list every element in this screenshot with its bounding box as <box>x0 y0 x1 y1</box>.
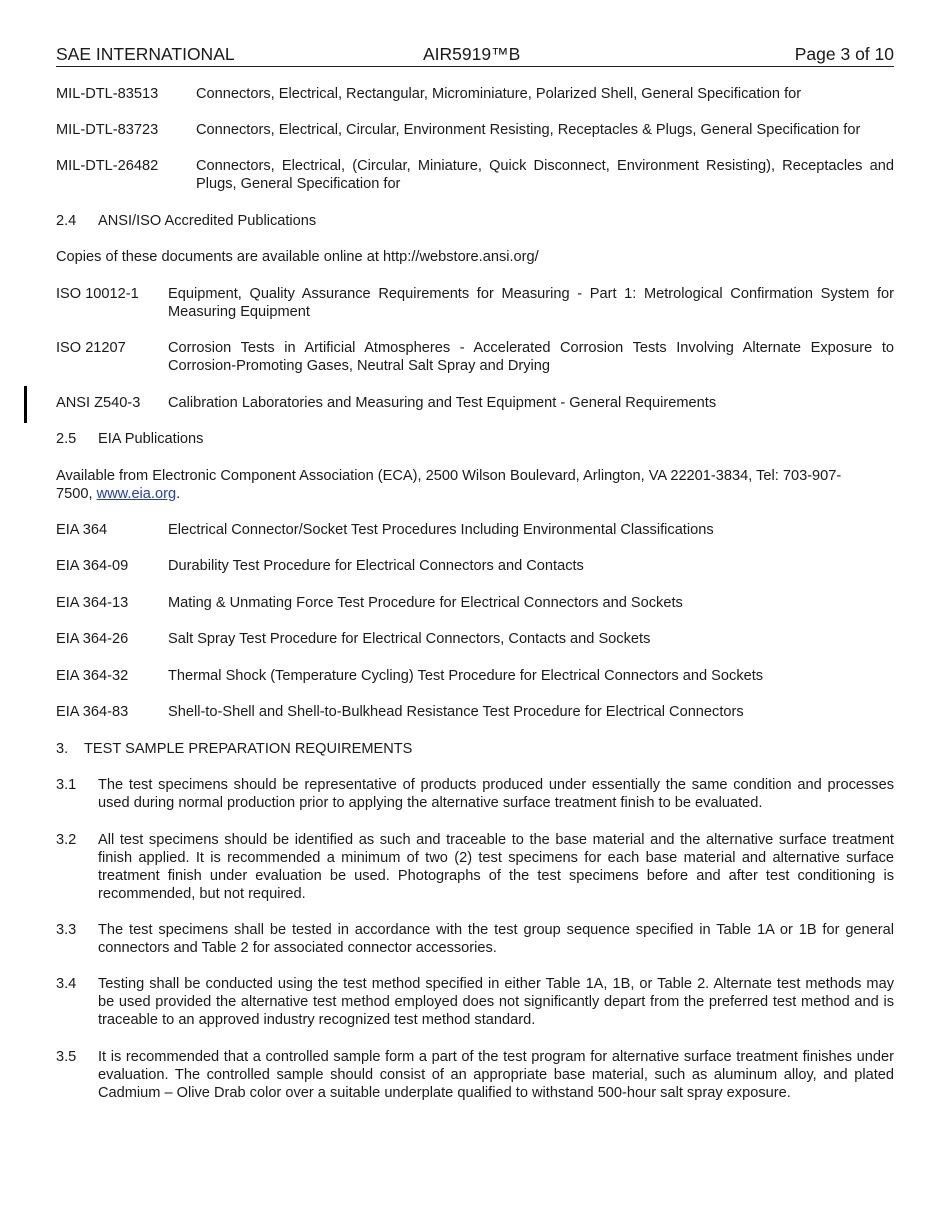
numbered-paragraph <box>56 831 894 903</box>
reference-title: Corrosion Tests in Artificial Atmospheres - Accelerated Corrosion Tests Involving Alternate Exposure to Corrosion-Promoting Gases, Neutral Salt Spray and Drying <box>168 340 894 374</box>
numbered-paragraph <box>56 776 894 812</box>
reference-row <box>56 630 894 648</box>
numbered-paragraph <box>56 921 894 957</box>
paragraph-text: Testing shall be conducted using the test method specified in either Table 1A, 1B, or Table 2. Alternate test methods may be used provided the alternative test method employed does not significantly depart from the preferred test method and is traceable to an approved industry recognized test method standard. <box>98 976 894 1028</box>
reference-code: EIA 364-09 <box>56 558 129 574</box>
section-intro <box>56 467 894 503</box>
reference-code: MIL-DTL-83513 <box>56 86 159 102</box>
reference-row <box>56 667 894 685</box>
reference-title: Connectors, Electrical, Rectangular, Microminiature, Polarized Shell, General Specification for <box>196 86 802 102</box>
intro-period: . <box>176 486 181 502</box>
reference-row <box>56 157 894 193</box>
section-number: 3. <box>56 741 69 757</box>
reference-title: Mating & Unmating Force Test Procedure for Electrical Connectors and Sockets <box>168 595 683 611</box>
reference-code: EIA 364-83 <box>56 704 129 720</box>
reference-code: EIA 364-13 <box>56 595 129 611</box>
section-title: ANSI/ISO Accredited Publications <box>98 213 317 229</box>
reference-row <box>56 703 894 721</box>
paragraph-number: 3.1 <box>56 777 77 793</box>
reference-title: Durability Test Procedure for Electrical Connectors and Contacts <box>168 558 584 574</box>
reference-row <box>56 85 894 103</box>
reference-code: ANSI Z540-3 <box>56 395 141 411</box>
reference-title: Connectors, Electrical, Circular, Environment Resisting, Receptacles & Plugs, General Specification for <box>196 122 861 138</box>
reference-row <box>56 121 894 139</box>
reference-row <box>56 521 894 539</box>
revision-change-bar <box>24 386 27 423</box>
reference-title: Thermal Shock (Temperature Cycling) Test Procedure for Electrical Connectors and Sockets <box>168 668 764 684</box>
reference-row <box>56 339 894 375</box>
paragraph-text: All test specimens should be identified as such and traceable to the base material and the alternative surface treatment finish applied. It is recommended a minimum of two (2) test specimens for each base material and alternative surface treatment finish under evaluation be used. Photographs of the test specimens before and after test conditioning is recommended, but not required. <box>98 832 894 902</box>
section-intro: Copies of these documents are available online at http://webstore.ansi.org/ <box>56 249 539 265</box>
reference-title: Connectors, Electrical, (Circular, Miniature, Quick Disconnect, Environment Resisting), Receptacles and Plugs, General Specification for <box>196 158 894 192</box>
reference-code: EIA 364-26 <box>56 631 129 647</box>
reference-code: ISO 21207 <box>56 340 126 356</box>
numbered-paragraph <box>56 975 894 1029</box>
header-document-number: AIR5919™B <box>423 44 521 64</box>
reference-title: Shell-to-Shell and Shell-to-Bulkhead Resistance Test Procedure for Electrical Connectors <box>168 704 744 720</box>
reference-row <box>56 285 894 321</box>
reference-code: ISO 10012-1 <box>56 286 139 302</box>
reference-code: MIL-DTL-26482 <box>56 158 159 174</box>
reference-row <box>56 594 894 612</box>
paragraph-number: 3.5 <box>56 1049 77 1065</box>
paragraph-number: 3.4 <box>56 976 77 992</box>
paragraph-text: The test specimens should be representative of products produced under essentially the same condition and processes used during normal production prior to applying the alternative surface treatment finish to be evaluated. <box>98 777 894 811</box>
reference-title: Equipment, Quality Assurance Requirements for Measuring - Part 1: Metrological Confirmation System for Measuring Equipment <box>168 286 894 320</box>
section-heading <box>56 740 894 758</box>
eia-website-link[interactable]: www.eia.org <box>96 486 177 502</box>
section-heading <box>56 212 894 230</box>
reference-row <box>56 557 894 575</box>
reference-code: MIL-DTL-83723 <box>56 122 159 138</box>
section-heading <box>56 430 894 448</box>
section-number: 2.4 <box>56 213 77 229</box>
intro-text: Available from Electronic Component Association (ECA), 2500 Wilson Boulevard, Arlington, VA 22201-3834, Tel: 703-907- <box>56 468 842 484</box>
reference-title: Electrical Connector/Socket Test Procedures Including Environmental Classifications <box>168 522 714 538</box>
paragraph-number: 3.3 <box>56 922 77 938</box>
section-number: 2.5 <box>56 431 77 447</box>
numbered-paragraph <box>56 1048 894 1102</box>
paragraph-number: 3.2 <box>56 832 77 848</box>
intro-text-continued: 7500, <box>56 486 97 502</box>
paragraph-text: The test specimens shall be tested in accordance with the test group sequence specified in Table 1A or 1B for general connectors and Table 2 for associated connector accessories. <box>98 922 894 956</box>
reference-code: EIA 364-32 <box>56 668 129 684</box>
reference-title: Calibration Laboratories and Measuring and Test Equipment - General Requirements <box>168 395 717 411</box>
page-header <box>56 44 894 67</box>
reference-row <box>56 394 894 412</box>
paragraph-text: It is recommended that a controlled sample form a part of the test program for alternative surface treatment finishes under evaluation. The controlled sample should consist of an appropriate base material, such as aluminum alloy, and plated Cadmium – Olive Drab color over a suitable underplate qualified to withstand 500-hour salt spray exposure. <box>98 1049 894 1101</box>
section-title: EIA Publications <box>98 431 204 447</box>
reference-code: EIA 364 <box>56 522 108 538</box>
header-page-number: Page 3 of 10 <box>794 44 894 64</box>
section-title: TEST SAMPLE PREPARATION REQUIREMENTS <box>84 741 413 757</box>
header-organization: SAE INTERNATIONAL <box>56 44 235 64</box>
reference-title: Salt Spray Test Procedure for Electrical Connectors, Contacts and Sockets <box>168 631 651 647</box>
